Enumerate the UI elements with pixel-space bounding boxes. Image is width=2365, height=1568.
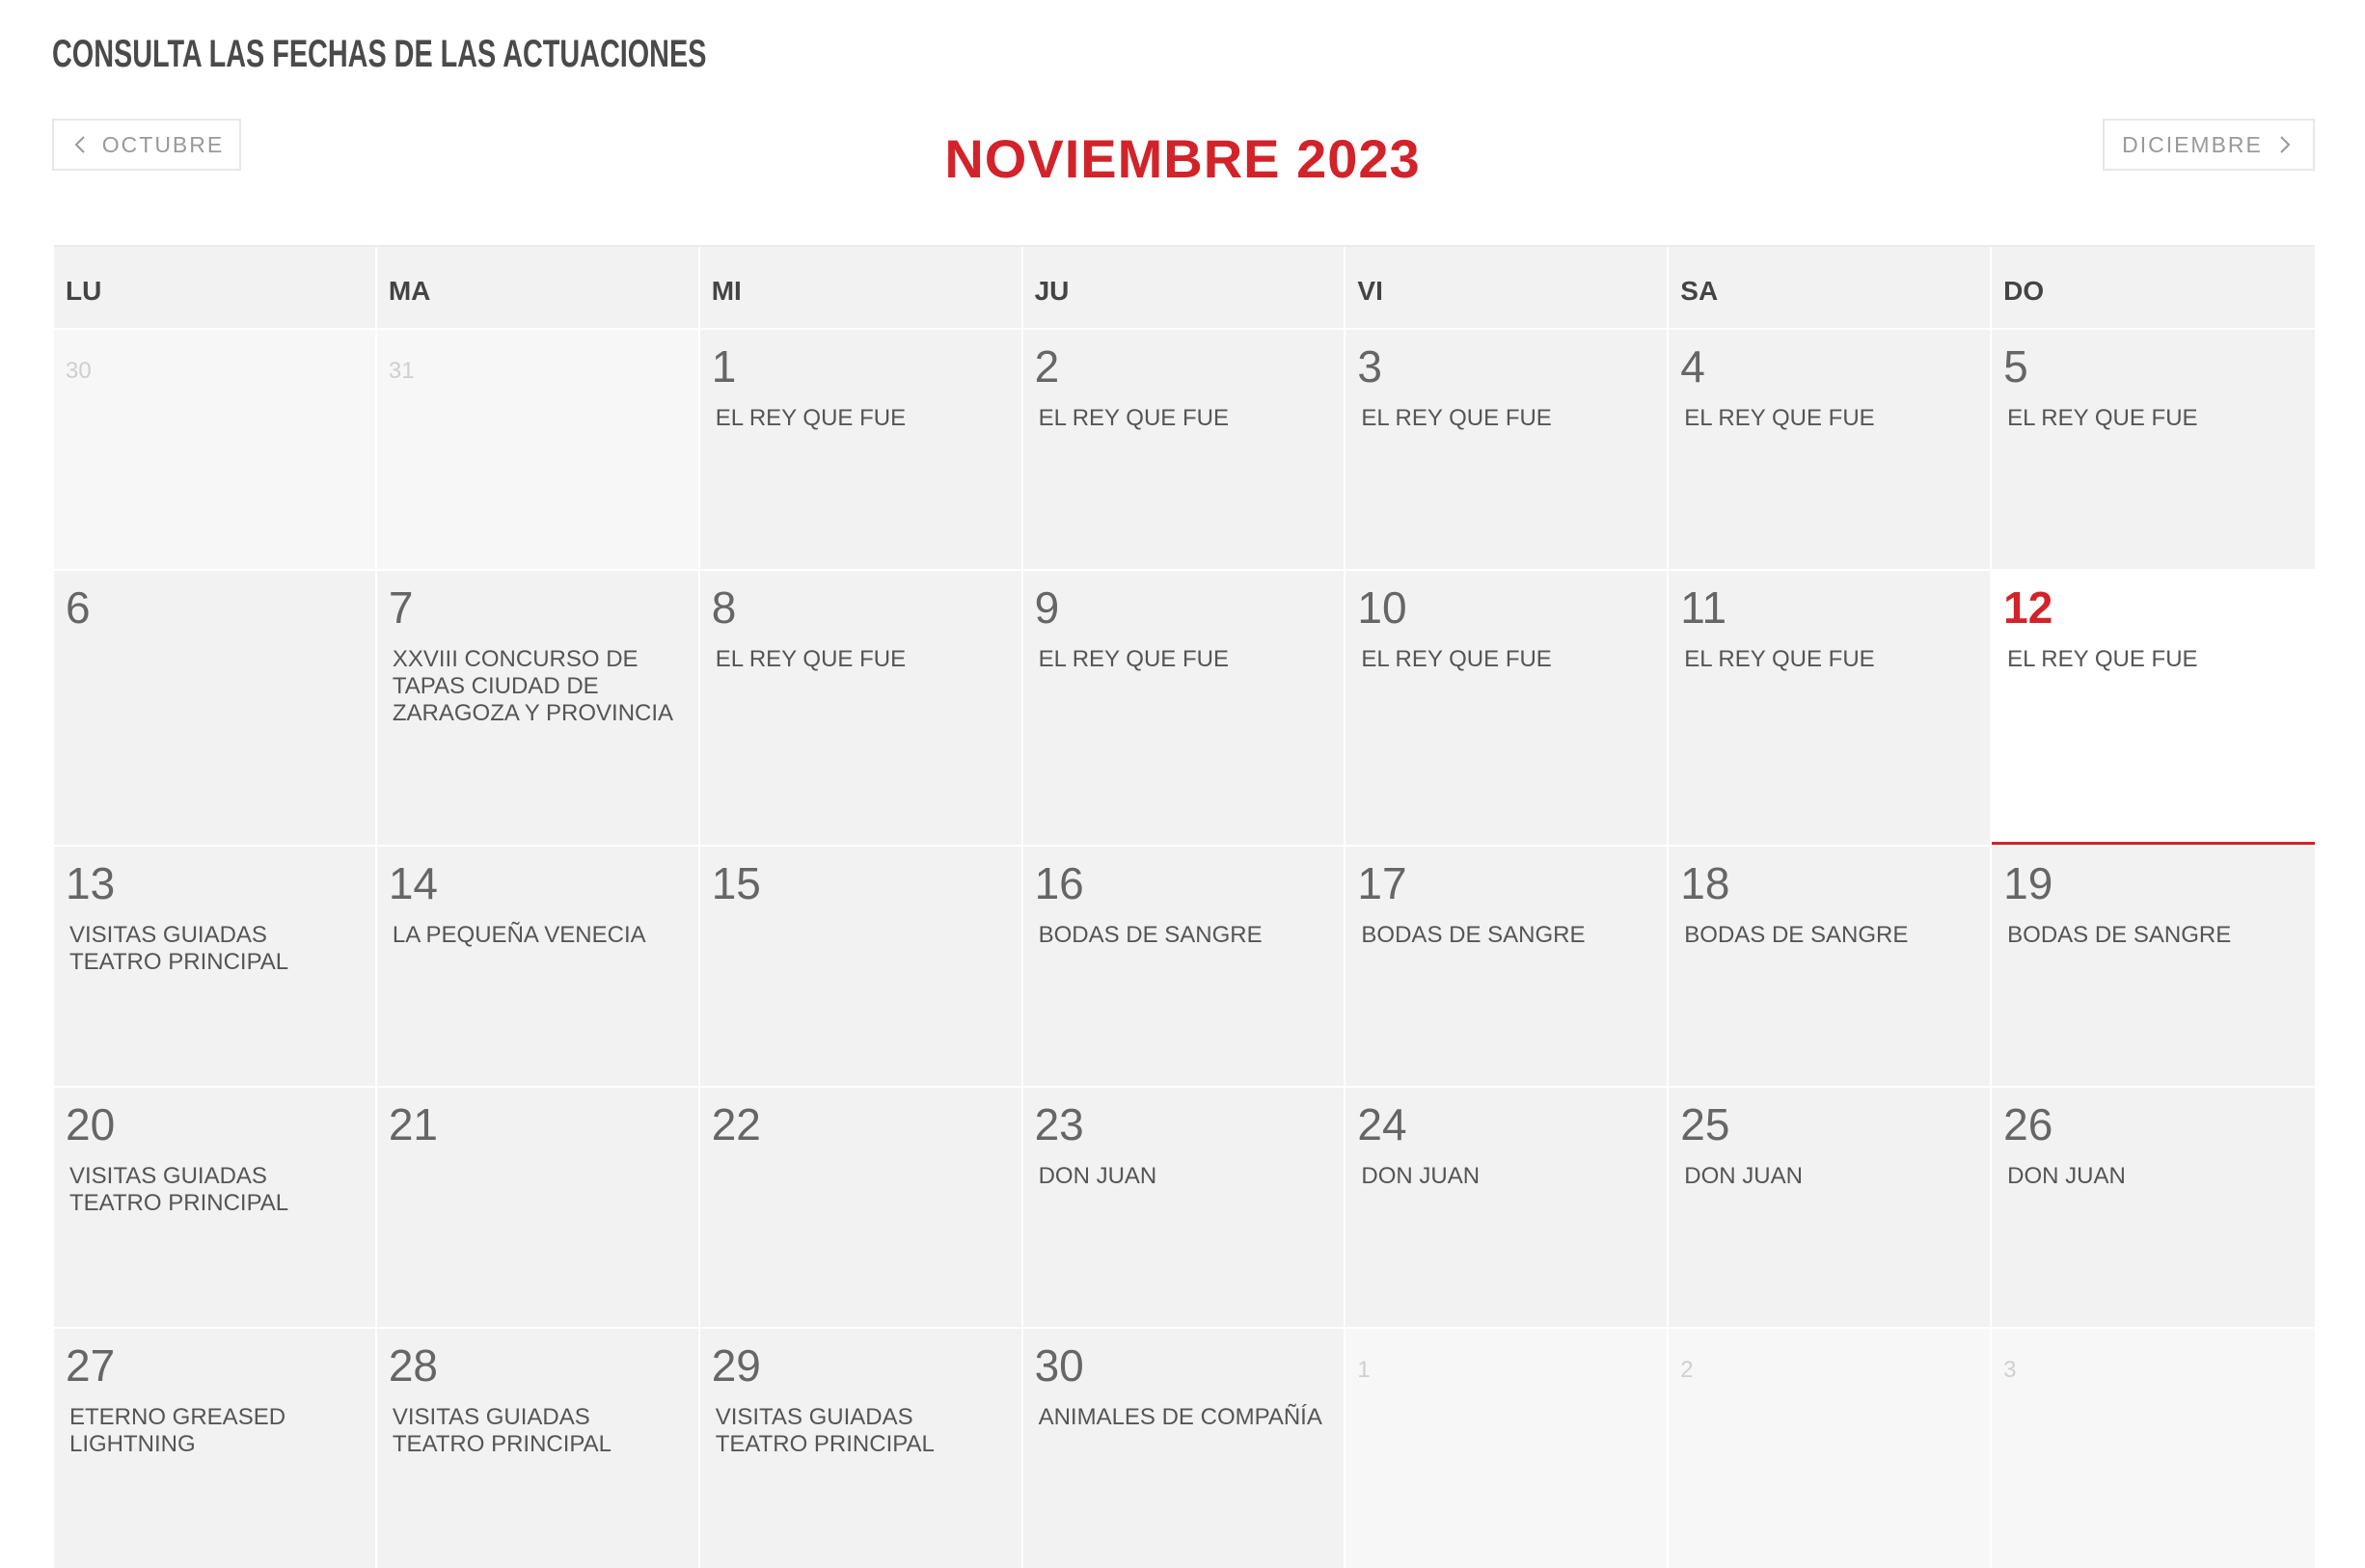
day-number: 3 [1357, 341, 1383, 392]
next-month-label: DICIEMBRE [2122, 131, 2263, 157]
calendar-day-outside-month[interactable] [1346, 1329, 1669, 1568]
event-link[interactable]: BODAS DE SANGRE [1038, 922, 1263, 948]
day-number: 3 [2003, 1357, 2017, 1383]
calendar-day[interactable] [1669, 847, 1992, 1086]
calendar-day[interactable] [700, 1329, 1023, 1568]
event-link[interactable]: XXVIII CONCURSO DE TAPAS CIUDAD DE ZARAGOZA Y PROVINCIA [392, 646, 674, 726]
day-number: 18 [1680, 858, 1730, 908]
day-number: 27 [66, 1340, 116, 1391]
event-link[interactable]: DON JUAN [1038, 1163, 1157, 1189]
calendar-day[interactable] [1346, 847, 1669, 1086]
calendar-day[interactable] [700, 1088, 1023, 1327]
calendar-week [54, 328, 2315, 569]
event-link[interactable]: EL REY QUE FUE [2007, 405, 2198, 431]
day-number: 25 [1680, 1099, 1730, 1149]
section-title: CONSULTA LAS FECHAS DE LAS ACTUACIONES [52, 33, 707, 75]
day-number: 21 [388, 1099, 439, 1149]
event-link[interactable]: BODAS DE SANGRE [1684, 922, 1909, 948]
calendar-day[interactable] [54, 571, 377, 845]
weekday-header [54, 245, 2315, 328]
event-link[interactable]: EL REY QUE FUE [1684, 405, 1875, 431]
day-number: 7 [388, 582, 414, 633]
event-link[interactable]: BODAS DE SANGRE [2007, 922, 2232, 948]
day-number: 15 [711, 858, 761, 908]
calendar-day[interactable] [1023, 1329, 1346, 1568]
next-month-button[interactable] [2103, 119, 2315, 171]
day-number: 17 [1357, 858, 1407, 908]
event-link[interactable]: EL REY QUE FUE [1038, 405, 1229, 431]
event-link[interactable]: EL REY QUE FUE [1361, 405, 1552, 431]
calendar-day-outside-month[interactable] [377, 330, 700, 569]
calendar-day[interactable] [1669, 571, 1992, 845]
calendar-week [54, 1327, 2315, 1568]
calendar-day[interactable] [1023, 571, 1346, 845]
day-number: 1 [711, 341, 737, 392]
calendar-day[interactable] [700, 571, 1023, 845]
event-link[interactable]: VISITAS GUIADAS TEATRO PRINCIPAL [392, 1404, 612, 1457]
day-number: 11 [1680, 582, 1727, 633]
calendar-day[interactable] [54, 1088, 377, 1327]
weekday-label: JU [1023, 247, 1346, 328]
event-link[interactable]: EL REY QUE FUE [1038, 646, 1229, 672]
calendar-day[interactable] [1669, 1088, 1992, 1327]
weekday-label: SA [1669, 247, 1992, 328]
day-number: 2 [1680, 1357, 1694, 1383]
event-link[interactable]: EL REY QUE FUE [715, 405, 907, 431]
weekday-label: MA [377, 247, 700, 328]
day-number: 14 [388, 858, 439, 908]
event-link[interactable]: EL REY QUE FUE [715, 646, 907, 672]
day-number: 24 [1357, 1099, 1407, 1149]
event-link[interactable]: ETERNO GREASED LIGHTNING [69, 1404, 286, 1457]
event-link[interactable]: VISITAS GUIADAS TEATRO PRINCIPAL [715, 1404, 935, 1457]
day-number: 22 [711, 1099, 761, 1149]
day-number: 12 [2003, 582, 2053, 633]
chevron-right-icon [2272, 133, 2296, 156]
calendar-day[interactable] [1992, 1088, 2315, 1327]
event-link[interactable]: VISITAS GUIADAS TEATRO PRINCIPAL [69, 922, 289, 975]
day-number: 4 [1680, 341, 1705, 392]
weekday-label: LU [54, 247, 377, 328]
calendar-day[interactable] [1992, 847, 2315, 1086]
prev-month-label: OCTUBRE [101, 131, 225, 157]
calendar-day[interactable] [54, 1329, 377, 1568]
calendar-day-today[interactable] [1992, 571, 2315, 845]
day-number: 2 [1034, 341, 1060, 392]
day-number: 6 [66, 582, 91, 633]
calendar-grid [54, 245, 2315, 1568]
day-number: 5 [2003, 341, 2028, 392]
day-number: 8 [711, 582, 737, 633]
calendar-day[interactable] [1023, 1088, 1346, 1327]
event-link[interactable]: EL REY QUE FUE [2007, 646, 2198, 672]
calendar-day[interactable] [700, 330, 1023, 569]
calendar-week [54, 1086, 2315, 1327]
day-number: 19 [2003, 858, 2053, 908]
day-number: 23 [1034, 1099, 1084, 1149]
event-link[interactable]: DON JUAN [1361, 1163, 1481, 1189]
calendar-day-outside-month[interactable] [1669, 1329, 1992, 1568]
calendar-day[interactable] [377, 1088, 700, 1327]
day-number: 30 [1034, 1340, 1084, 1391]
calendar-day-outside-month[interactable] [54, 330, 377, 569]
weekday-label: DO [2003, 276, 2045, 306]
day-number: 20 [66, 1099, 116, 1149]
event-link[interactable]: DON JUAN [1684, 1163, 1803, 1189]
day-number: 16 [1034, 858, 1084, 908]
calendar-day[interactable] [1023, 330, 1346, 569]
calendar-day[interactable] [54, 847, 377, 1086]
calendar-day[interactable] [1346, 571, 1669, 845]
event-link[interactable]: DON JUAN [2007, 1163, 2126, 1189]
calendar-week [54, 845, 2315, 1086]
calendar-day-outside-month[interactable] [1992, 1329, 2315, 1568]
calendar-day[interactable] [377, 1329, 700, 1568]
day-number: 30 [66, 358, 92, 384]
calendar-day[interactable] [1346, 1088, 1669, 1327]
calendar-day[interactable] [1023, 847, 1346, 1086]
day-number: 31 [388, 358, 415, 384]
day-number: 10 [1357, 582, 1407, 633]
day-number: 1 [1357, 1357, 1371, 1383]
calendar-day[interactable] [1346, 330, 1669, 569]
month-title: NOVIEMBRE 2023 [944, 128, 1421, 189]
calendar-day[interactable] [377, 847, 700, 1086]
calendar-day[interactable] [1992, 330, 2315, 569]
day-number: 28 [388, 1340, 439, 1391]
weekday-label: VI [1346, 247, 1669, 328]
day-number: 13 [66, 858, 116, 908]
event-link[interactable]: EL REY QUE FUE [1684, 646, 1875, 672]
calendar-day[interactable] [377, 571, 700, 845]
event-link[interactable]: VISITAS GUIADAS TEATRO PRINCIPAL [69, 1163, 289, 1216]
day-number: 9 [1034, 582, 1060, 633]
event-link[interactable]: BODAS DE SANGRE [1361, 922, 1586, 948]
calendar-day[interactable] [1669, 330, 1992, 569]
day-number: 29 [711, 1340, 761, 1391]
day-number: 26 [2003, 1099, 2053, 1149]
event-link[interactable]: LA PEQUEÑA VENECIA [392, 922, 646, 948]
calendar-week [54, 569, 2315, 845]
event-link[interactable]: EL REY QUE FUE [1361, 646, 1552, 672]
event-link[interactable]: ANIMALES DE COMPAÑÍA [1038, 1404, 1322, 1430]
weekday-label: MI [700, 247, 1023, 328]
calendar-day[interactable] [700, 847, 1023, 1086]
